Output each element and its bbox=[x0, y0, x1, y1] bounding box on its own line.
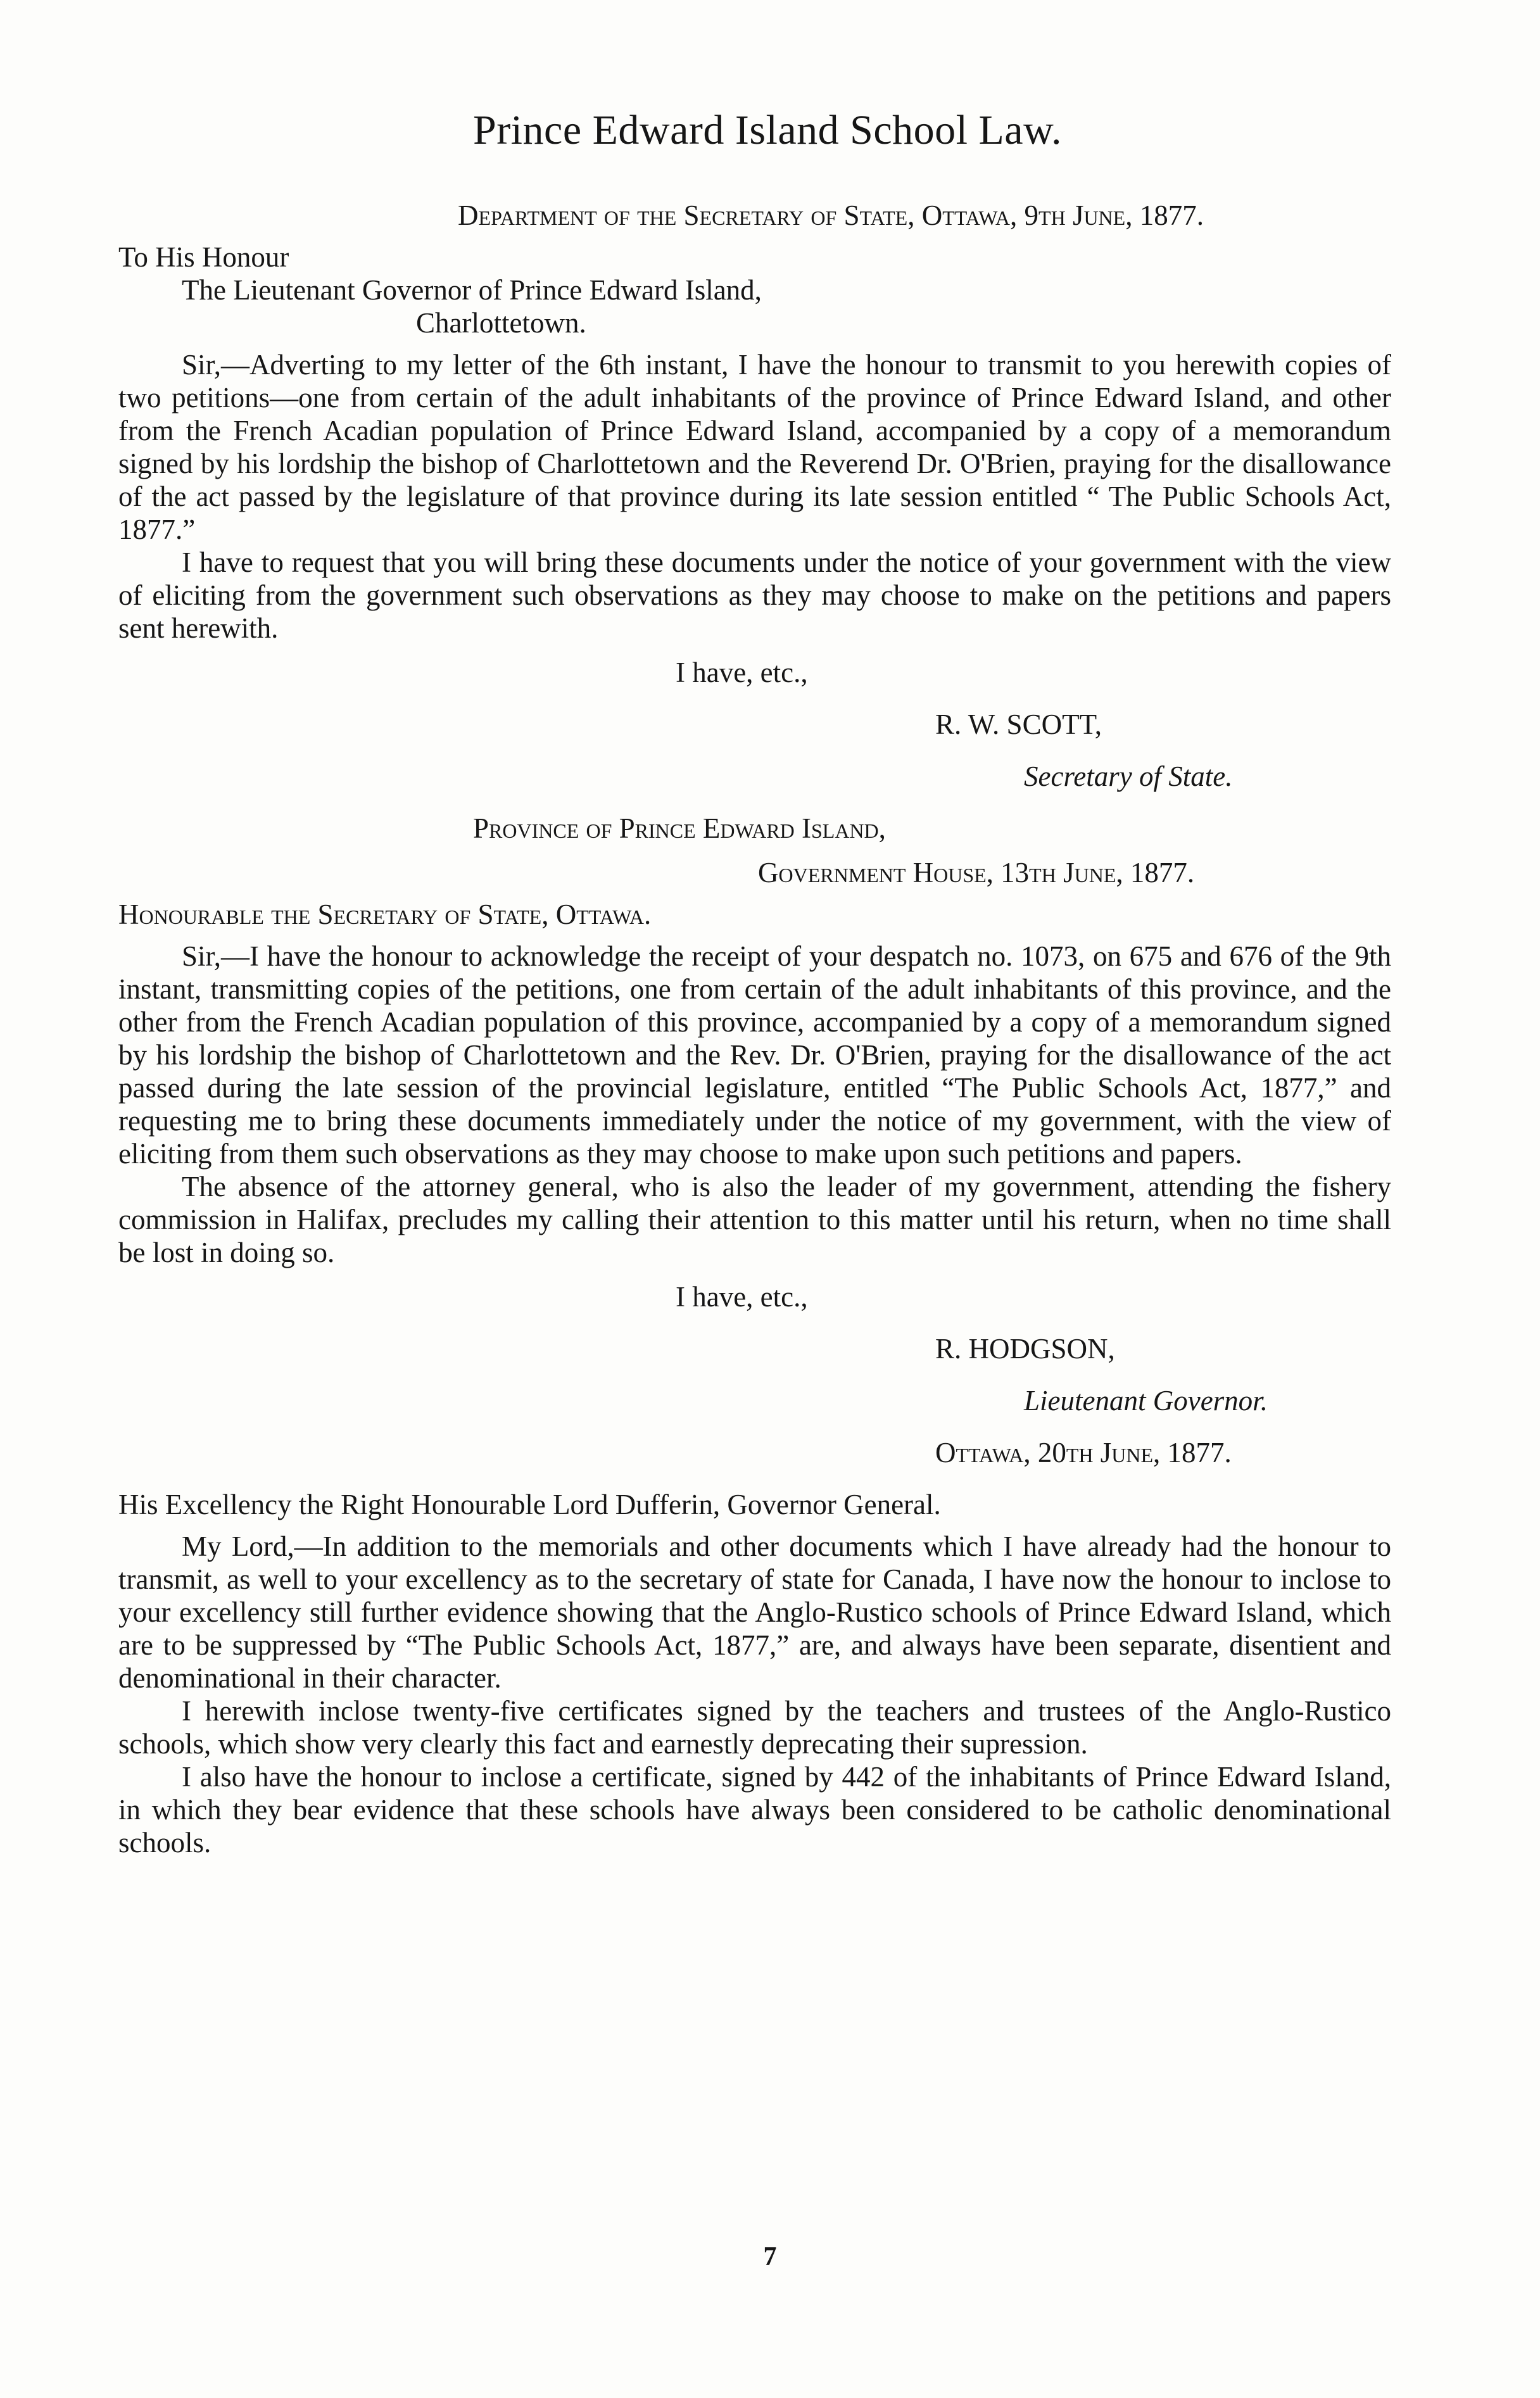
letter-3-dateline: Ottawa, 20th June, 1877. bbox=[935, 1437, 1232, 1468]
letter-3-paragraph-1: My Lord,—In addition to the memorials and other documents which I have already had the honour to transmit, as well to your excellency as to the secretary of state for Canada, I have now the honour to inclose to your excellency still further evidence showing that the Anglo-Rustico schools of Prince Edward Island, which are to be suppressed by “The Public Schools Act, 1877,” are, and always have been separate, disentient and denominational in their character. bbox=[118, 1530, 1391, 1694]
letter-1-closing: I have, etc., bbox=[676, 657, 808, 688]
letter-3 bbox=[118, 1436, 1391, 1859]
letter-2-signature-title: Lieutenant Governor. bbox=[1024, 1385, 1268, 1417]
letter-2 bbox=[118, 812, 1391, 1417]
letter-3-paragraph-3: I also have the honour to inclose a certificate, signed by 442 of the inhabitants of Prince Edward Island, in which they bear evidence that these schools have always been considered to be catholic denominational schools. bbox=[118, 1761, 1391, 1858]
letter-2-heading: Province of Prince Edward Island, bbox=[473, 812, 886, 844]
page-number: 7 bbox=[763, 2242, 777, 2271]
letter-1-signature: R. W. SCOTT, bbox=[935, 709, 1102, 740]
letter-1-address-line-1: To His Honour bbox=[118, 241, 289, 273]
letter-1-address-line-3: Charlottetown. bbox=[416, 307, 586, 339]
letter-2-paragraph-2: The absence of the attorney general, who is also the leader of my government, attending the fishery commission in Halifax, precludes my calling their attention to this matter until his return, when no time shall be lost in doing so. bbox=[118, 1171, 1391, 1268]
letter-2-dateline: Government House, 13th June, 1877. bbox=[758, 857, 1195, 888]
letter-3-address: His Excellency the Right Honourable Lord Dufferin, Governor General. bbox=[118, 1489, 941, 1520]
letter-2-signature: R. HODGSON, bbox=[935, 1333, 1115, 1365]
letter-1-dateline: Department of the Secretary of State, Ottawa, 9th June, 1877. bbox=[458, 199, 1204, 231]
letter-1-address-line-2: The Lieutenant Governor of Prince Edward Island, bbox=[182, 274, 762, 306]
letter-2-paragraph-1: Sir,—I have the honour to acknowledge the receipt of your despatch no. 1073, on 675 and 676 of the 9th instant, transmitting copies of the petitions, one from certain of the adult inhabitants of this province, and the other from the French Acadian population of this province, accompanied by a copy of a memorandum signed by his lordship the bishop of Charlottetown and the Rev. Dr. O'Brien, praying for the disallowance of the act passed during the late session of the provincial legislature, entitled “The Public Schools Act, 1877,” and requesting me to bring these documents immediately under the notice of my government, with the view of eliciting from them such observations as they may choose to make upon such petitions and papers. bbox=[118, 940, 1391, 1170]
letter-1-paragraph-1: Sir,—Adverting to my letter of the 6th instant, I have the honour to transmit to you herewith copies of two petitions—one from certain of the adult inhabitants of the province of Prince Edward Island, and other from the French Acadian population of Prince Edward Island, accompanied by a copy of a memorandum signed by his lordship the bishop of Charlottetown and the Reverend Dr. O'Brien, praying for the disallowance of the act passed by the legislature of that province during its late session entitled “ The Public Schools Act, 1877.” bbox=[118, 349, 1391, 545]
letter-1 bbox=[118, 199, 1391, 793]
letter-2-closing: I have, etc., bbox=[676, 1281, 808, 1313]
letter-1-signature-title: Secretary of State. bbox=[1024, 760, 1233, 792]
letter-2-address: Honourable the Secretary of State, Ottawa. bbox=[118, 899, 652, 930]
page-title: Prince Edward Island School Law. bbox=[473, 107, 1062, 153]
letter-3-paragraph-2: I herewith inclose twenty-five certificates signed by the teachers and trustees of the Anglo-Rustico schools, which show very clearly this fact and earnestly deprecating their supression. bbox=[118, 1695, 1391, 1760]
letter-1-paragraph-2: I have to request that you will bring these documents under the notice of your government with the view of eliciting from the government such observations as they may choose to make on the petitions and papers sent herewith. bbox=[118, 546, 1391, 644]
document-body bbox=[118, 106, 1391, 1859]
